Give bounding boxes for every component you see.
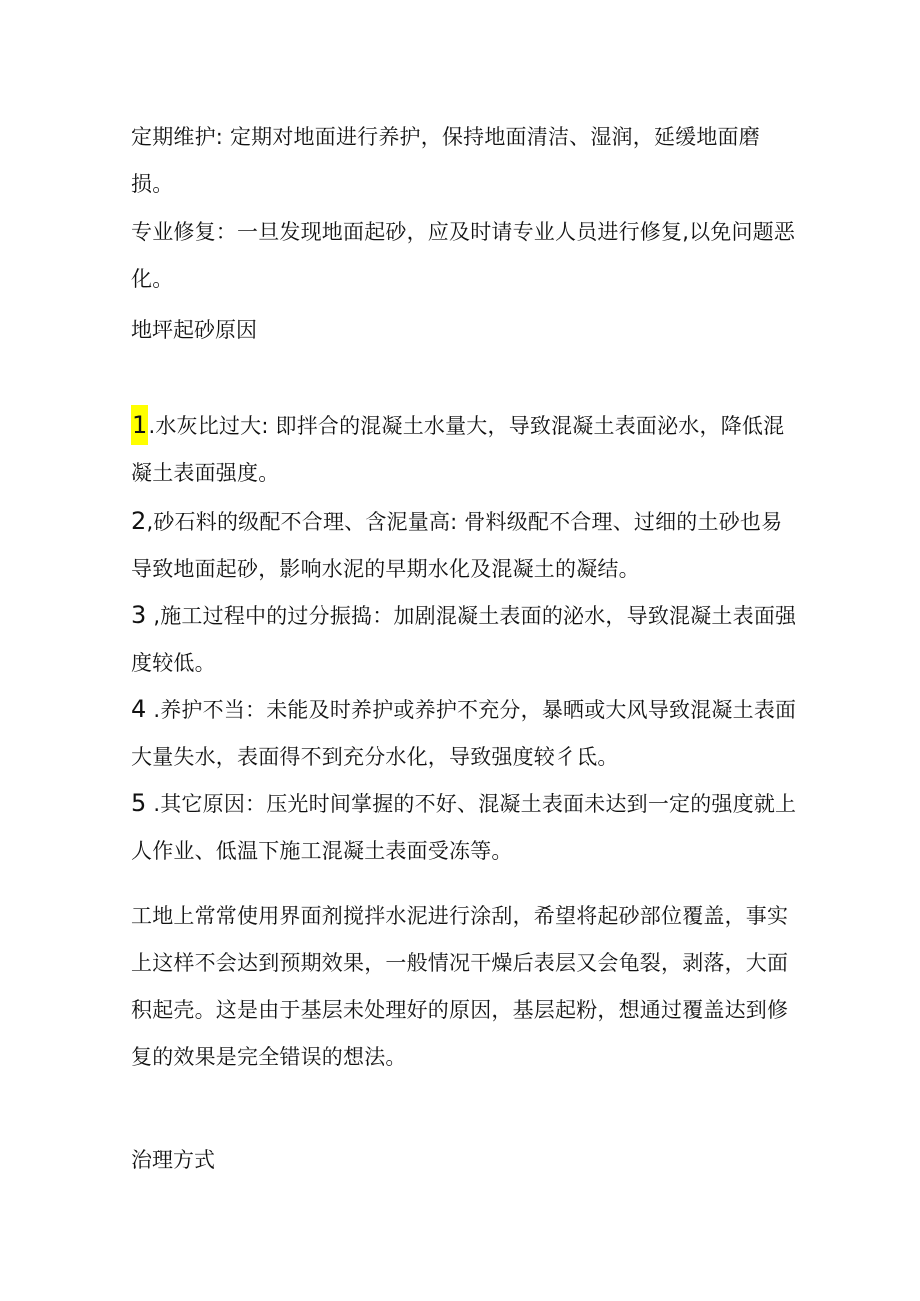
heading-causes: 地坪起砂原因	[131, 318, 257, 342]
paragraph-summary: 工地上常常使用界面剂搅拌水泥进行涂刮，希望将起砂部位覆盖，事实上这样不会达到预期效果，一般情况干燥后表层又会龟裂，剥落，大面积起壳。这是由于基层未处理好的原因，基层起粉，想通过覆盖达到修复的效果是完全错误的想法。	[131, 904, 789, 1069]
cause-number: 4	[131, 695, 147, 723]
heading-treatment: 治理方式	[131, 1148, 215, 1172]
cause-item-1	[131, 403, 801, 497]
cause-text: .水灰比过大: 即拌合的混凝土水量大，导致混凝土表面泌水，降低混凝土表面强度。	[131, 414, 785, 485]
cause-item-5	[131, 780, 801, 875]
cause-item-3	[131, 592, 801, 687]
paragraph-repair: 专业修复：一旦发现地面起砂，应及时请专业人员进行修复,以免问题恶化。	[131, 220, 796, 291]
cause-number: 5	[131, 789, 147, 817]
cause-text: .其它原因：压光时间掌握的不好、混凝土表面未达到一定的强度就上人作业、低温下施工混凝土表面受冻等。	[131, 792, 797, 863]
paragraph-maintenance: 定期维护: 定期对地面进行养护，保持地面清洁、湿润，延缓地面磨损。	[131, 125, 760, 196]
cause-text: ,施工过程中的过分振捣：加剧混凝土表面的泌水，导致混凝土表面强度较低。	[131, 604, 797, 675]
cause-text: ,砂石料的级配不合理、含泥量高: 骨料级配不合理、过细的土砂也易导致地面起砂，影响水泥的早期水化及混凝土的凝结。	[131, 510, 783, 581]
cause-text: .养护不当：未能及时养护或养护不充分，暴晒或大风导致混凝土表面大量失水，表面得不到充分水化，导致强度较彳氐。	[131, 698, 797, 769]
cause-number: 3	[131, 601, 147, 629]
cause-number: 2	[131, 507, 147, 535]
cause-item-4	[131, 686, 801, 781]
cause-number-highlighted: 1	[131, 405, 148, 445]
cause-item-2	[131, 498, 801, 593]
